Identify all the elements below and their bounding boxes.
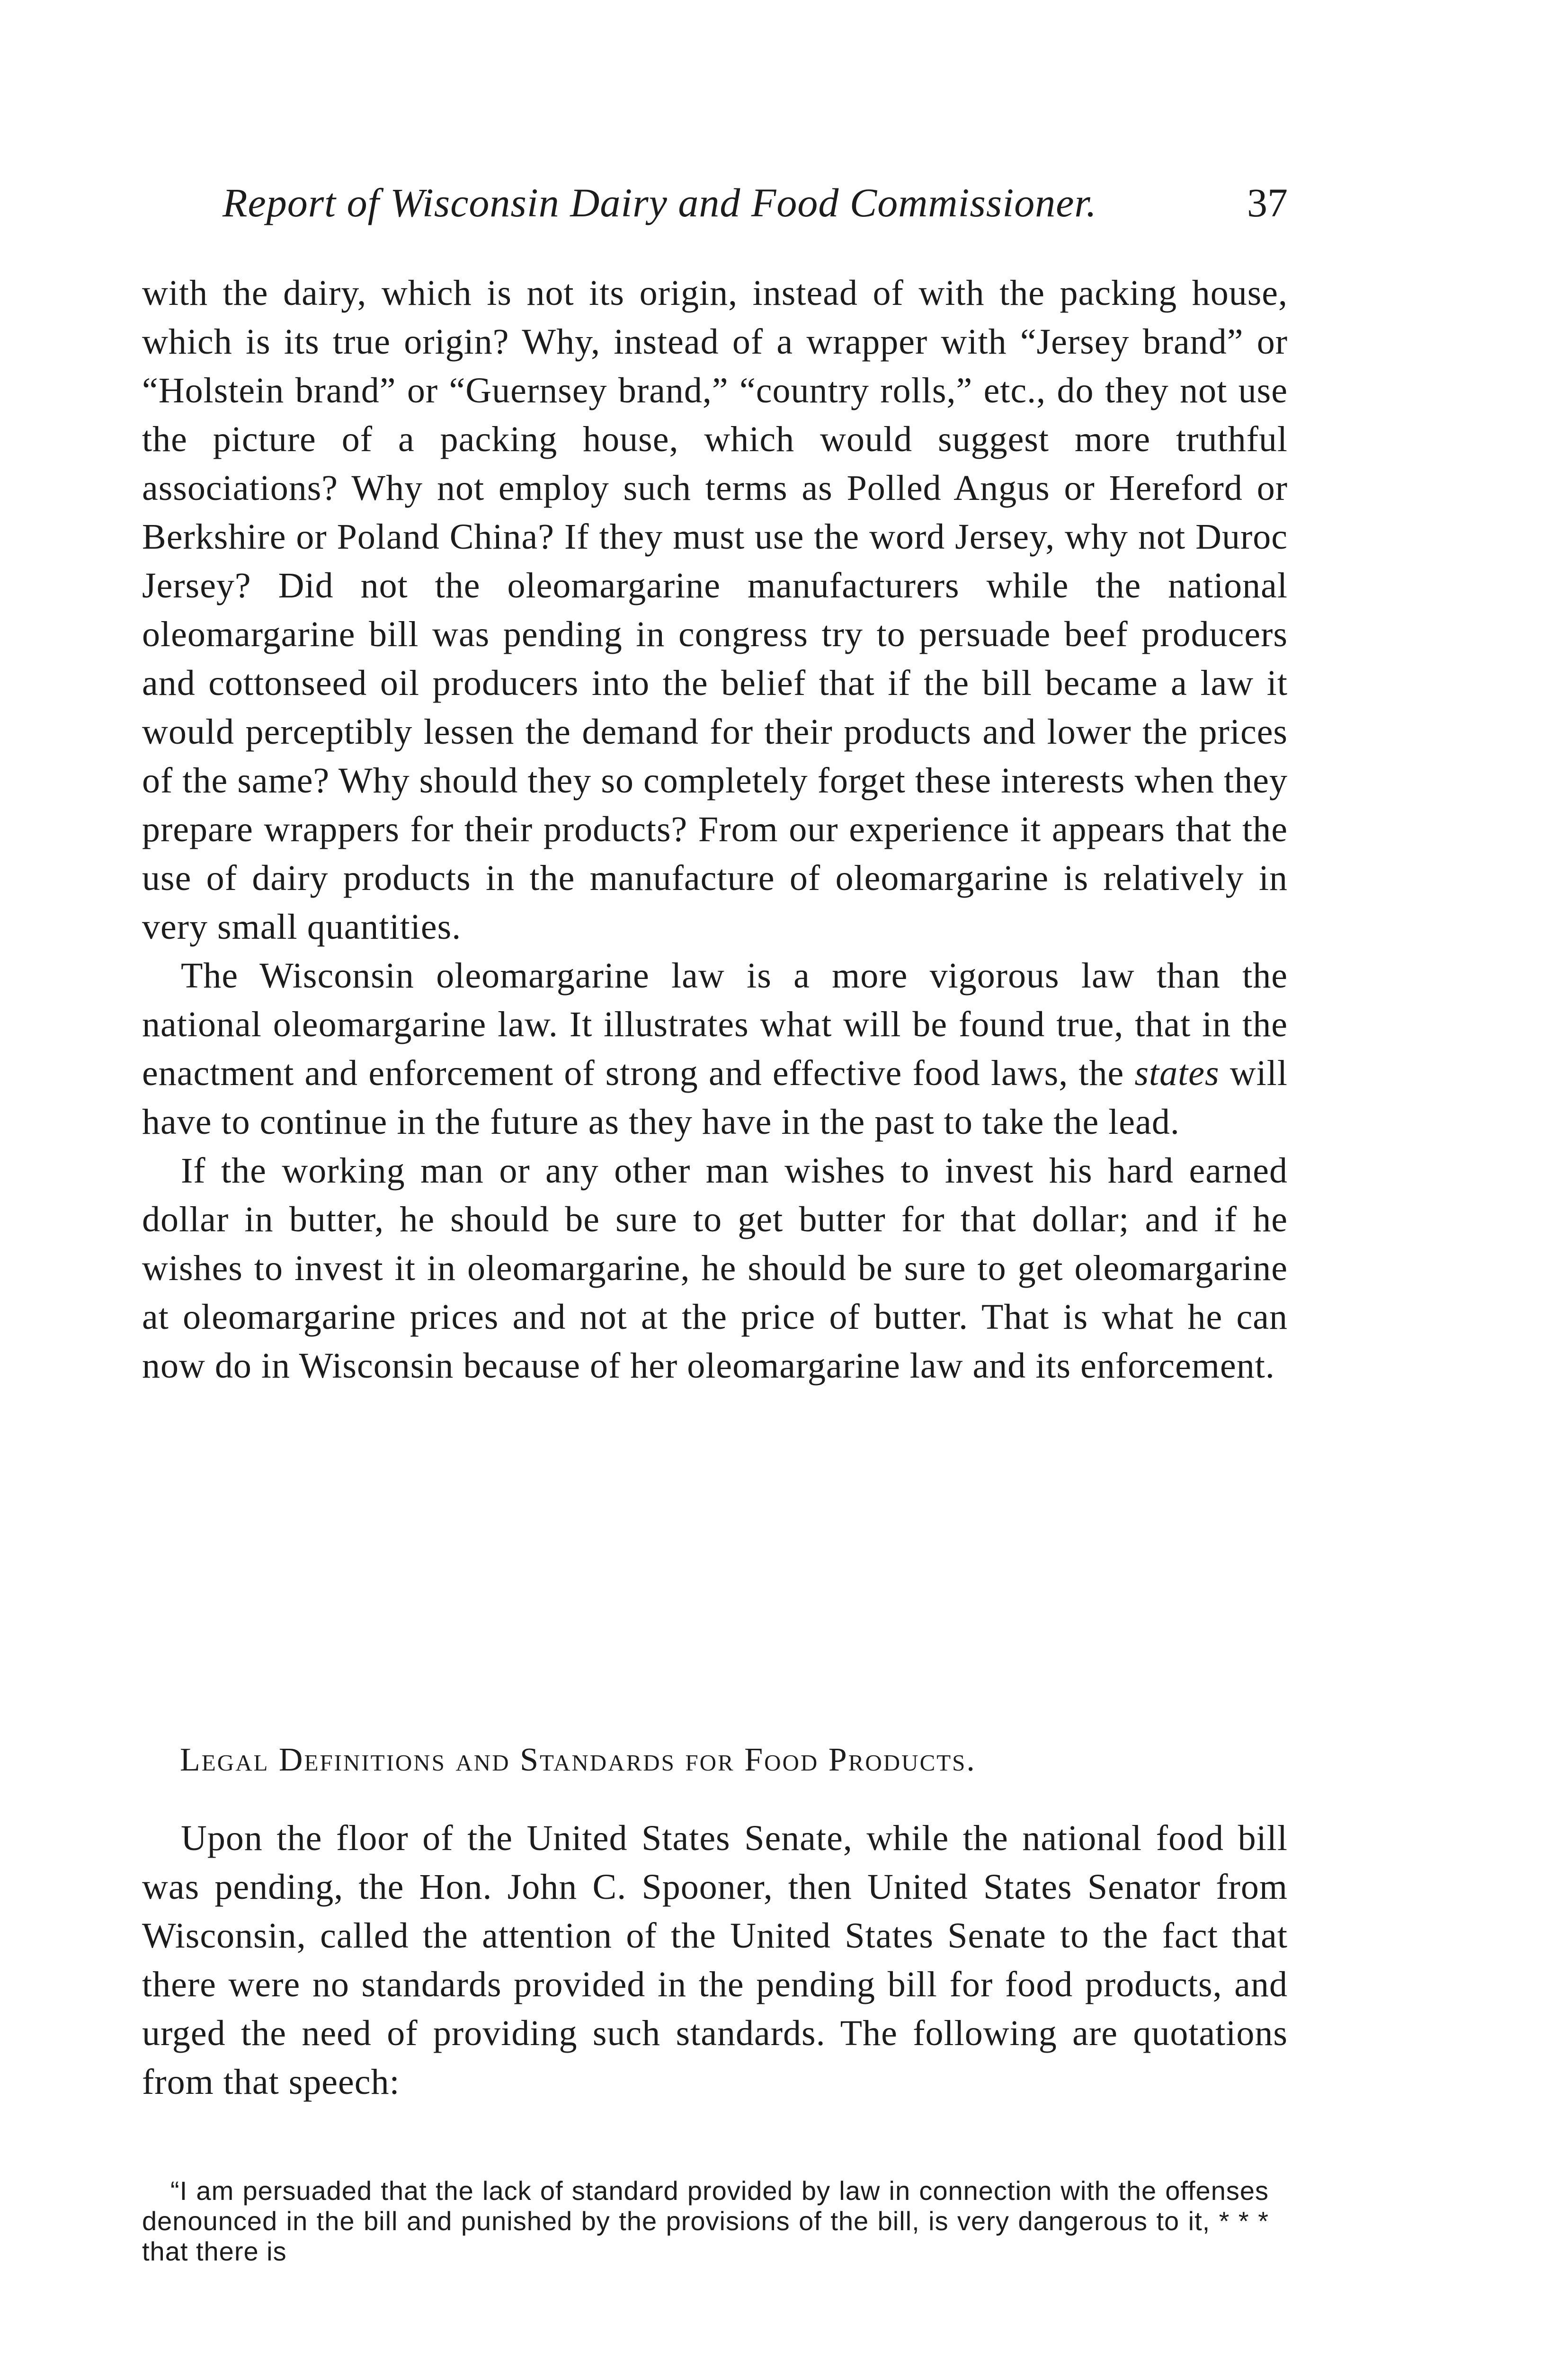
paragraph-spooner: Upon the floor of the United States Senate, while the national food bill was pending, the Hon. John C. Spooner, then United States Senator from Wisconsin, called the attention of the United States Senate to the fact that there were no standards provided in the pending bill for food products, and urged the need of providing such standards. The following are quotations from that speech: [142, 1818, 1288, 2102]
paragraph-wisconsin-law [142, 952, 1288, 1147]
page-header [223, 174, 1288, 231]
quotation-text: “I am persuaded that the lack of standard provided by law in connection with the offenses denounced in the bill and punished by the provisions of the bill, is very dangerous to it, * * * that there is [142, 2176, 1269, 2266]
paragraph-working-man: If the working man or any other man wishes to invest his hard earned dollar in butter, he should be sure to get butter for that dollar; and if he wishes to invest it in oleomargarine, he should be sure to get oleomargarine at oleomargarine prices and not at the price of butter. That is what he can now do in Wisconsin because of her oleomargarine law and its enforcement. [142, 1151, 1288, 1386]
paragraph-continuation: with the dairy, which is not its origin, instead of with the packing house, which is its true origin? Why, instead of a wrapper with “Jersey brand” or “Holstein brand” or “Guernsey brand,” “country rolls,” etc., do they not use the picture of a packing house, which would suggest more truthful associations? Why not employ such terms as Polled Angus or Hereford or Berkshire or Poland China? If they must use the word Jersey, why not Duroc Jersey? Did not the oleomargarine manufacturers while the national oleomargarine bill was pending in congress try to persuade beef producers and cottonseed oil producers into the belief that if the bill became a law it would perceptibly lessen the demand for their products and lower the prices of the same? Why should they so completely forget these interests when they prepare wrappers for their products? From our experience it appears that the use of dairy products in the manufacture of oleomargarine is relatively in very small quantities. [142, 273, 1288, 947]
emphasis-states: states [1134, 1053, 1220, 1093]
section-body-text [142, 1814, 1288, 2107]
speech-quotation [142, 2176, 1269, 2267]
paragraph-text: The Wisconsin oleomargarine law is a more vigorous law than the national oleomargarine law. It illustrates what will be found true, that in the enactment and enforcement of strong and effective food laws, the [142, 956, 1288, 1093]
running-head: Report of Wisconsin Dairy and Food Commissioner. [223, 180, 1097, 225]
body-text [142, 269, 1288, 1390]
page-number: 37 [1247, 180, 1288, 225]
paragraph-text: will have to continue in the future as they have in the past to take the lead. [142, 1053, 1288, 1142]
section-heading: Legal Definitions and Standards for Food Products. [180, 1742, 976, 1778]
